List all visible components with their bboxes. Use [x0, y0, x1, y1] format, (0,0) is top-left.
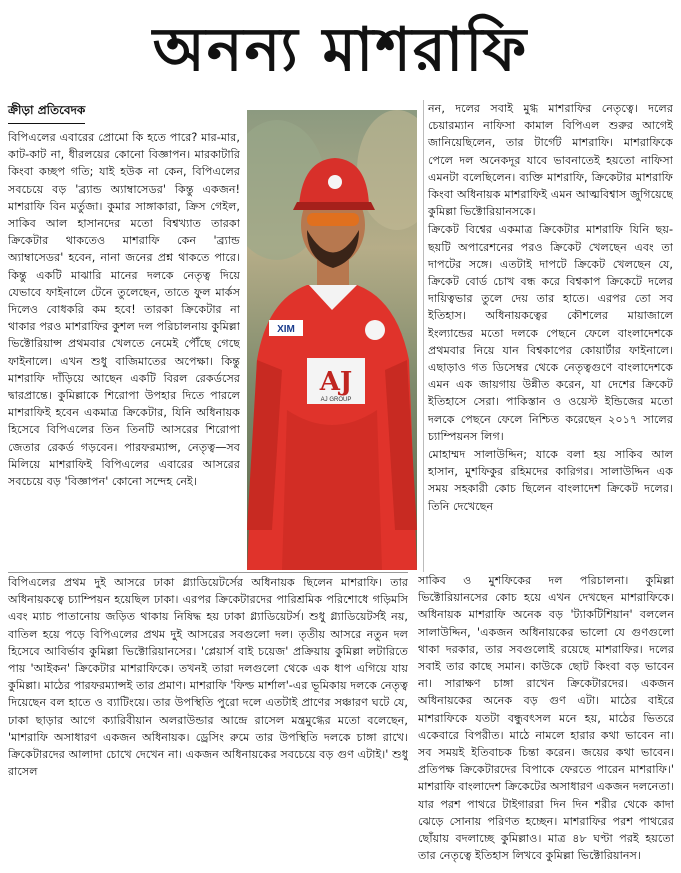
- team-crest: [365, 320, 385, 340]
- paragraph: ক্রিকেট বিশ্বের একমাত্র ক্রিকেটার মাশরাফি যিনি ছয়-ছয়টি অপারেশনের পরও ক্রিকেট খেলছেন এবং তা দাপটের সঙ্গে। এতটাই দাপটে ক্রিকেট খেলছেন যে, ক্রিকেট বোর্ড চোখ বন্ধ করে বিশ্বকাপ ক্রিকেটে দলের দায়িত্বভার তুলে দেয় তার হাতে। এরপর তো সব ইতিহাস। অধিনায়কত্বের কৌশলের মায়াজালে ইংল্যান্ডের মতো দলকে পেছনে ফেলে বাংলাদেশকে প্রথমবার নিয়ে যান বিশ্বকাপের কোয়ার্টার ফাইনালে। এছাড়াও গত ডিসেম্বর থেকে নেতৃত্বগুণে বাংলাদেশকে এমন এক জায়গায় উন্নীত করেন, যা দেশের ক্রিকেট ইতিহাসে সেরা। পাকিস্তান ও ওয়েস্ট ইন্ডিজের মতো দলকে পেছনে ফেলে নিশ্চিত করেছেন ২০১৭ সালের চ্যাম্পিয়নস লিগ।: [428, 223, 673, 443]
- article-column-bottom-left: [8, 572, 408, 870]
- article-column-bottom-right: [418, 572, 674, 868]
- article-column-left: [8, 129, 240, 570]
- chest-logo-subtext: AJ GROUP: [320, 397, 352, 403]
- player-photo: [247, 110, 417, 570]
- byline: ক্রীড়া প্রতিবেদক: [8, 102, 85, 124]
- paragraph: বিপিএলের প্রথম দুই আসরে ঢাকা গ্ল্যাডিয়েটর্সের অধিনায়ক ছিলেন মাশরাফি। তার অধিনায়কত্বে চ্যাম্পিয়ন হয়েছিল ঢাকা। এরপর ক্রিকেটারদের পারিশ্রমিক পরিশোধে গড়িমসি এবং ম্যাচ পাতানোয় জড়িত থাকায় নিষিদ্ধ হয় ঢাকা গ্ল্যাডিয়েটর্স। শুধু গ্ল্যাডিয়েটর্সই নয়, বাতিল হয়ে পড়ে বিপিএলের প্রথম দুই আসরের সবগুলো দল। তৃতীয় আসরে নতুন দল হিসেবে আবির্ভাব কুমিল্লা ভিক্টোরিয়ানসের। 'প্লেয়ার্স বাই চয়েজ' প্রক্রিয়ায় কুমিল্লা লটারিতে পায় 'আইকন' ক্রিকেটার মাশরাফিকে। তখনই তারা দলগুলো থেকে এক ধাপ এগিয়ে যায় কুমিল্লা। মাঠের পারফরম্যান্সই তার প্রমাণ। মাশরাফি 'ফিল্ড মার্শাল'-এর ভূমিকায় দলকে নেতৃত্ব দিয়েছেন বল হাতে ও ব্যাটিংয়ে। তার উপস্থিতি পুরো দলে এতটাই প্রাণের সঞ্চারণ ঘটে যে, ঢাকা ছাড়ার আগে ক্যারিবীয়ান অলরাউন্ডার আন্দ্রে রাসেল মন্ত্রমুগ্ধের মতো বলেছেন, 'মাশরাফি অসাধারণ একজন অধিনায়ক। ড্রেসিং রুমে তার উপস্থিতি দলকে চাঙ্গা রাখে। ক্রিকেটারদের আলাদা চোখে দেখেন না। একজন অধিনায়কের সবচেয়ে বড় গুণ এটাই।' শুধু রাসেল: [8, 576, 408, 779]
- paragraph: সাকিব ও মুশফিকের দল পরিচালনা। কুমিল্লা ভিক্টোরিয়ানসের কোচ হয়ে এখন দেখছেন মাশরাফিকে। অধিনায়ক মাশরাফি অনেক বড় 'ট্যাকটিশিয়ান' বললেন সালাউদ্দিন, 'একজন অধিনায়কের ভালো যে গুণগুলো থাকা দরকার, তার সবগুলোই রয়েছে মাশরাফির। দলের সবাই তার কাছে সমান। কাউকে ছোট কিংবা বড় ভাবেন না। সারাক্ষণ চাঙ্গা রাখেন ক্রিকেটারদের। একজন অধিনায়কের অনেক বড় গুণ এটা। মাঠের বাইরে মাশরাফিকে যতটা বন্ধুবৎসল মনে হয়, মাঠের ভিতরে একেবারে বিপরীত। মাঠে নামলে হারার কথা ভাবেন না। সব সময়ই ইতিবাচক চিন্তা করেন। জয়ের কথা ভাবেন। প্রতিপক্ষ ক্রিকেটারদের বিপাকে ফেরতে পারেন মাশরাফি।' মাশরাফি বাংলাদেশ ক্রিকেটের অসাধারণ একজন দলনেতা। যার পরশ পাথরে টাইগাররা দিন দিন শরীর থেকে কাদা ঝেড়ে সোনায় পরিণত হচ্ছেন। মাশরাফির পরশ পাথরের ছোঁয়ায় বদলাচ্ছে কুমিল্লাও। মাত্র ৪৮ ঘণ্টা পরই হয়তো তার নেতৃত্বে ইতিহাস লিখবে কুমিল্লা ভিক্টোরিয়ানস।: [418, 574, 674, 863]
- headline: অনন্য মাশরাফি: [152, 15, 529, 85]
- background-foliage: [357, 110, 417, 230]
- sponsor-logo-text: XIM: [277, 324, 295, 335]
- cap-brim: [293, 202, 375, 210]
- sunglasses: [307, 213, 359, 226]
- article-column-right: [423, 100, 673, 572]
- paragraph: বিপিএলের এবারের প্রোমো কি হতে পারে? মার-মার, কাট-কাট না, ধীরলয়ের কোনো বিজ্ঞাপন। মারকাটারি কিংবা কচ্ছপ গতি; যাই হউক না কেন, বিপিএলের সবচেয়ে বড় 'ব্র্যান্ড অ্যাম্বাসেডর' কিন্তু একজন! মাশরাফি বিন মর্তুজা। কুমার সাঙ্গাকারা, ক্রিস গেইল, সাকিব আল হাসানদের মতো বিশ্বখ্যাত তারকা ক্রিকেটার থাকতেও মাশরাফি কেন 'ব্র্যান্ড অ্যাম্বাসেডর' হবেন, নানা জনের প্রশ্ন থাকতে পারে। কিন্তু একটি মাঝারি মানের দলকে নেতৃত্ব দিয়ে যেভাবে ফাইনালে টেনে তুলেছেন, তাতে ফুল মার্কস দিলেও বোধকরি কম হবে! তারকা ক্রিকেটার না থাকার পরও মাশরাফির কুশল দল পরিচালনায় কুমিল্লা ভিক্টোরিয়ান্স প্রথমবার খেলতে নেমেই পৌঁছে গেছে ফাইনালে। এখন শুধু বাজিমাতের অপেক্ষা। কিন্তু মাশরাফি দাঁড়িয়ে আছেন একটি বিরল রেকর্ডসের দ্বারপ্রান্তে। কুমিল্লাকে শিরোপা উপহার দিতে পারলে মাশরাফিই হবেন একমাত্র ক্রিকেটার, যিনি অধিনায়ক হিসেবে বিপিএলের তিন তিনটি আসরের শিরোপা জেতার রেকর্ড গড়বেন। পারফরম্যান্স, নেতৃত্ব—সব মিলিয়ে মাশরাফিই বিপিএলের এবারের আসরের সবচেয়ে বড় 'বিজ্ঞাপন' কোনো সন্দেহ নেই।: [8, 131, 240, 489]
- cap-logo: [328, 175, 342, 189]
- paragraph: মোহাম্মদ সালাউদ্দিন; যাকে বলা হয় সাকিব আল হাসান, মুশফিকুর রহিমদের কারিগর। সালাউদ্দিন এক সময় সহকারী কোচ ছিলেন বাংলাদেশ ক্রিকেট দলের। তিনি দেখেছেন: [428, 448, 673, 513]
- chest-logo-text: AJ: [319, 367, 353, 397]
- paragraph: নন, দলের সবাই মুগ্ধ মাশরাফির নেতৃত্বে। দলের চেয়ারম্যান নাফিসা কামাল বিপিএল শুরুর আগেই জানিয়েছিলেন, তার টার্গেট মাশরাফি। মাশরাফিকে পেলে দল অনেকদূর যাবে ভাবনাতেই হয়তো নাফিসা এমনটা বলেছিলেন। ব্যক্তি মাশরাফি, ক্রিকেটার মাশরাফি কিংবা অধিনায়ক মাশরাফিই এমন আত্মবিশ্বাস জুগিয়েছে কুমিল্লা ভিক্টোরিয়ানসকে।: [428, 102, 673, 219]
- player-illustration: [247, 110, 417, 570]
- jersey-shadow: [282, 410, 382, 570]
